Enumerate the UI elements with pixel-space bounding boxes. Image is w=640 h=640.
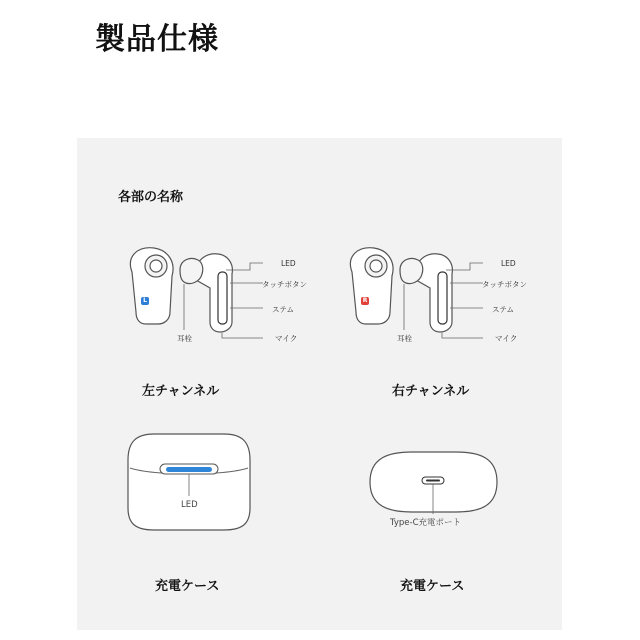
case-led-strip bbox=[166, 467, 212, 472]
case-bottom-figure bbox=[366, 448, 501, 518]
right-touch-callout: タッチボタン bbox=[482, 280, 527, 289]
left-channel-caption: 左チャンネル bbox=[142, 384, 220, 399]
left-earbud-front bbox=[130, 248, 173, 324]
left-stem-callout: ステム bbox=[272, 305, 294, 314]
type-c-port-label: Type-C充電ポート bbox=[390, 518, 462, 528]
left-touch-callout: タッチボタン bbox=[262, 280, 307, 289]
case-front-figure bbox=[124, 430, 254, 535]
right-earbud-side bbox=[400, 254, 452, 332]
case-led-label: LED bbox=[181, 500, 198, 510]
left-mic-callout: マイク bbox=[275, 334, 298, 343]
left-earbud-side bbox=[180, 254, 232, 332]
case-front-caption: 充電ケース bbox=[155, 579, 220, 594]
left-led-callout: LED bbox=[281, 259, 296, 268]
right-earbud-badge: R bbox=[362, 297, 368, 304]
right-mic-callout: マイク bbox=[495, 334, 518, 343]
page-title: 製品仕様 bbox=[95, 22, 219, 57]
right-earbud-front bbox=[350, 248, 393, 324]
left-eartip-callout: 耳栓 bbox=[177, 334, 192, 343]
parts-section-title: 各部の名称 bbox=[118, 190, 184, 205]
right-stem-callout: ステム bbox=[492, 305, 514, 314]
case-bottom-drawing bbox=[366, 448, 501, 518]
right-led-callout: LED bbox=[501, 259, 516, 268]
right-channel-caption: 右チャンネル bbox=[392, 384, 470, 399]
case-bottom-caption: 充電ケース bbox=[400, 579, 465, 594]
right-eartip-callout: 耳栓 bbox=[397, 334, 412, 343]
case-front-drawing bbox=[124, 430, 254, 535]
left-earbud-badge: L bbox=[141, 297, 149, 305]
